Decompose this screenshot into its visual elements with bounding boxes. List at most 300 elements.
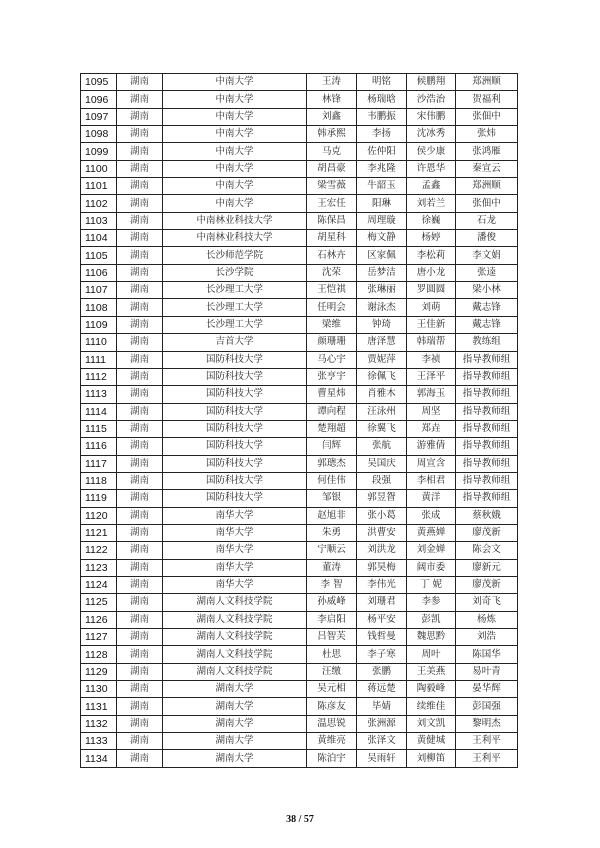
advisor-cell: 王利平	[456, 750, 518, 767]
advisor-cell: 梁小林	[456, 282, 518, 299]
row-number: 1121	[81, 524, 117, 541]
member-3-cell: 唐小龙	[407, 264, 456, 281]
member-1-cell: 沈荣	[307, 264, 357, 281]
member-3-cell: 阔市委	[407, 559, 456, 576]
member-3-cell: 李参	[407, 594, 456, 611]
row-number: 1119	[81, 490, 117, 507]
school-cell: 中南大学	[163, 108, 307, 125]
advisor-cell: 指导教师组	[456, 368, 518, 385]
member-3-cell: 张成	[407, 507, 456, 524]
row-number: 1133	[81, 733, 117, 750]
member-2-cell: 张琳丽	[357, 282, 407, 299]
member-1-cell: 陈彦友	[307, 698, 357, 715]
row-number: 1128	[81, 646, 117, 663]
member-3-cell: 罗圆圆	[407, 282, 456, 299]
member-1-cell: 马克	[307, 143, 357, 160]
member-3-cell: 郑垚	[407, 420, 456, 437]
member-1-cell: 曹星炜	[307, 386, 357, 403]
table-row	[81, 472, 518, 489]
advisor-cell: 指导教师组	[456, 351, 518, 368]
province-cell: 湖南	[117, 74, 163, 91]
member-3-cell: 刘文凯	[407, 715, 456, 732]
advisor-cell: 指导教师组	[456, 472, 518, 489]
table-row	[81, 108, 518, 125]
advisor-cell: 晏华辉	[456, 681, 518, 698]
row-number: 1096	[81, 91, 117, 108]
table-row	[81, 542, 518, 559]
member-2-cell: 蒋远楚	[357, 681, 407, 698]
member-3-cell: 黄燕婵	[407, 524, 456, 541]
member-1-cell: 谭向程	[307, 403, 357, 420]
member-3-cell: 宋伟鹏	[407, 108, 456, 125]
advisor-cell: 指导教师组	[456, 490, 518, 507]
province-cell: 湖南	[117, 611, 163, 628]
member-2-cell: 郭昊梅	[357, 559, 407, 576]
member-2-cell: 杨平安	[357, 611, 407, 628]
member-2-cell: 周理璇	[357, 212, 407, 229]
table-row	[81, 715, 518, 732]
school-cell: 湖南人文科技学院	[163, 594, 307, 611]
advisor-cell: 指导教师组	[456, 455, 518, 472]
school-cell: 中南大学	[163, 178, 307, 195]
school-cell: 湖南大学	[163, 750, 307, 767]
row-number: 1122	[81, 542, 117, 559]
member-1-cell: 王恺祺	[307, 282, 357, 299]
member-1-cell: 赵旭非	[307, 507, 357, 524]
member-1-cell: 颜珊珊	[307, 334, 357, 351]
member-3-cell: 李松莉	[407, 247, 456, 264]
advisor-cell: 戴志锋	[456, 299, 518, 316]
school-cell: 中南林业科技大学	[163, 212, 307, 229]
row-number: 1107	[81, 282, 117, 299]
school-cell: 中南大学	[163, 143, 307, 160]
row-number: 1126	[81, 611, 117, 628]
member-2-cell: 岳梦洁	[357, 264, 407, 281]
page-number: 38 / 57	[286, 814, 314, 825]
province-cell: 湖南	[117, 507, 163, 524]
member-2-cell: 唐泽慧	[357, 334, 407, 351]
table-row	[81, 629, 518, 646]
table-row	[81, 316, 518, 333]
results-table	[80, 73, 518, 768]
member-2-cell: 徐翼飞	[357, 420, 407, 437]
province-cell: 湖南	[117, 403, 163, 420]
member-1-cell: 王涛	[307, 74, 357, 91]
member-3-cell: 杨婷	[407, 230, 456, 247]
member-2-cell: 明铭	[357, 74, 407, 91]
advisor-cell: 刘奇飞	[456, 594, 518, 611]
school-cell: 长沙理工大学	[163, 282, 307, 299]
table-row	[81, 455, 518, 472]
school-cell: 国防科技大学	[163, 420, 307, 437]
province-cell: 湖南	[117, 230, 163, 247]
school-cell: 国防科技大学	[163, 403, 307, 420]
table-row	[81, 733, 518, 750]
member-1-cell: 朱勇	[307, 524, 357, 541]
member-2-cell: 李扬	[357, 126, 407, 143]
province-cell: 湖南	[117, 420, 163, 437]
member-2-cell: 钱哲曼	[357, 629, 407, 646]
results-table-body	[81, 74, 518, 768]
table-row	[81, 559, 518, 576]
table-row	[81, 507, 518, 524]
school-cell: 国防科技大学	[163, 472, 307, 489]
advisor-cell: 张鸿雁	[456, 143, 518, 160]
school-cell: 长沙师范学院	[163, 247, 307, 264]
row-number: 1131	[81, 698, 117, 715]
member-1-cell: 陈保昌	[307, 212, 357, 229]
row-number: 1097	[81, 108, 117, 125]
member-2-cell: 刘珊君	[357, 594, 407, 611]
row-number: 1112	[81, 368, 117, 385]
member-2-cell: 毕婧	[357, 698, 407, 715]
member-1-cell: 李启阳	[307, 611, 357, 628]
province-cell: 湖南	[117, 646, 163, 663]
advisor-cell: 黎明杰	[456, 715, 518, 732]
table-row	[81, 368, 518, 385]
advisor-cell: 刘浩	[456, 629, 518, 646]
school-cell: 中南大学	[163, 74, 307, 91]
row-number: 1118	[81, 472, 117, 489]
province-cell: 湖南	[117, 629, 163, 646]
table-row	[81, 698, 518, 715]
row-number: 1113	[81, 386, 117, 403]
advisor-cell: 张佃中	[456, 195, 518, 212]
province-cell: 湖南	[117, 663, 163, 680]
member-3-cell: 丁 妮	[407, 576, 456, 593]
row-number: 1099	[81, 143, 117, 160]
row-number: 1120	[81, 507, 117, 524]
advisor-cell: 指导教师组	[456, 386, 518, 403]
member-1-cell: 董涛	[307, 559, 357, 576]
member-3-cell: 许恩华	[407, 160, 456, 177]
table-row	[81, 247, 518, 264]
table-row	[81, 386, 518, 403]
table-row	[81, 160, 518, 177]
advisor-cell: 郑洲顺	[456, 74, 518, 91]
member-2-cell: 吴国庆	[357, 455, 407, 472]
member-1-cell: 任明会	[307, 299, 357, 316]
row-number: 1129	[81, 663, 117, 680]
member-3-cell: 沙浩治	[407, 91, 456, 108]
advisor-cell: 廖新元	[456, 559, 518, 576]
member-2-cell: 杨瑞晗	[357, 91, 407, 108]
member-1-cell: 闫辉	[307, 438, 357, 455]
member-1-cell: 胡昌豪	[307, 160, 357, 177]
province-cell: 湖南	[117, 195, 163, 212]
province-cell: 湖南	[117, 681, 163, 698]
province-cell: 湖南	[117, 750, 163, 767]
table-row	[81, 126, 518, 143]
province-cell: 湖南	[117, 126, 163, 143]
table-row	[81, 230, 518, 247]
table-row	[81, 663, 518, 680]
advisor-cell: 石龙	[456, 212, 518, 229]
province-cell: 湖南	[117, 698, 163, 715]
advisor-cell: 李文娟	[456, 247, 518, 264]
row-number: 1106	[81, 264, 117, 281]
table-row	[81, 74, 518, 91]
member-3-cell: 刘萌	[407, 299, 456, 316]
school-cell: 中南大学	[163, 91, 307, 108]
school-cell: 长沙理工大学	[163, 299, 307, 316]
member-1-cell: 梁维	[307, 316, 357, 333]
member-3-cell: 刘金婵	[407, 542, 456, 559]
province-cell: 湖南	[117, 91, 163, 108]
member-1-cell: 宁顺云	[307, 542, 357, 559]
member-1-cell: 楚翔超	[307, 420, 357, 437]
school-cell: 湖南大学	[163, 715, 307, 732]
member-2-cell: 张航	[357, 438, 407, 455]
province-cell: 湖南	[117, 715, 163, 732]
school-cell: 湖南大学	[163, 733, 307, 750]
table-row	[81, 212, 518, 229]
table-row	[81, 611, 518, 628]
member-2-cell: 区家佩	[357, 247, 407, 264]
member-2-cell: 吴雨轩	[357, 750, 407, 767]
member-1-cell: 汪缴	[307, 663, 357, 680]
row-number: 1108	[81, 299, 117, 316]
member-3-cell: 侯少康	[407, 143, 456, 160]
member-1-cell: 王宏任	[307, 195, 357, 212]
table-row	[81, 646, 518, 663]
advisor-cell: 张逵	[456, 264, 518, 281]
school-cell: 湖南人文科技学院	[163, 646, 307, 663]
member-3-cell: 徐巍	[407, 212, 456, 229]
school-cell: 南华大学	[163, 524, 307, 541]
province-cell: 湖南	[117, 351, 163, 368]
advisor-cell: 郑洲顺	[456, 178, 518, 195]
member-2-cell: 李子寒	[357, 646, 407, 663]
row-number: 1095	[81, 74, 117, 91]
advisor-cell: 秦宣云	[456, 160, 518, 177]
school-cell: 中南大学	[163, 195, 307, 212]
advisor-cell: 易叶青	[456, 663, 518, 680]
row-number: 1098	[81, 126, 117, 143]
member-2-cell: 韦鹏振	[357, 108, 407, 125]
table-row	[81, 178, 518, 195]
advisor-cell: 杨炼	[456, 611, 518, 628]
member-3-cell: 游雅倩	[407, 438, 456, 455]
school-cell: 南华大学	[163, 542, 307, 559]
province-cell: 湖南	[117, 143, 163, 160]
province-cell: 湖南	[117, 264, 163, 281]
row-number: 1102	[81, 195, 117, 212]
member-3-cell: 黄健城	[407, 733, 456, 750]
province-cell: 湖南	[117, 247, 163, 264]
school-cell: 湖南人文科技学院	[163, 663, 307, 680]
member-1-cell: 林锋	[307, 91, 357, 108]
member-2-cell: 贾妮萍	[357, 351, 407, 368]
province-cell: 湖南	[117, 576, 163, 593]
member-3-cell: 郭海玉	[407, 386, 456, 403]
row-number: 1130	[81, 681, 117, 698]
province-cell: 湖南	[117, 299, 163, 316]
table-row	[81, 264, 518, 281]
advisor-cell: 教练组	[456, 334, 518, 351]
member-3-cell: 周宣含	[407, 455, 456, 472]
advisor-cell: 彭国强	[456, 698, 518, 715]
row-number: 1105	[81, 247, 117, 264]
advisor-cell: 陈会文	[456, 542, 518, 559]
table-row	[81, 282, 518, 299]
member-1-cell: 陈泊宇	[307, 750, 357, 767]
member-1-cell: 杜思	[307, 646, 357, 663]
school-cell: 南华大学	[163, 576, 307, 593]
member-2-cell: 李兆隆	[357, 160, 407, 177]
school-cell: 湖南大学	[163, 698, 307, 715]
member-3-cell: 孟鑫	[407, 178, 456, 195]
row-number: 1100	[81, 160, 117, 177]
member-3-cell: 李相君	[407, 472, 456, 489]
table-row	[81, 681, 518, 698]
province-cell: 湖南	[117, 524, 163, 541]
member-3-cell: 周坚	[407, 403, 456, 420]
member-2-cell: 洪曹安	[357, 524, 407, 541]
row-number: 1123	[81, 559, 117, 576]
member-1-cell: 李 智	[307, 576, 357, 593]
school-cell: 长沙学院	[163, 264, 307, 281]
school-cell: 中南大学	[163, 160, 307, 177]
member-1-cell: 郭璁杰	[307, 455, 357, 472]
member-3-cell: 王佳新	[407, 316, 456, 333]
member-2-cell: 阳琳	[357, 195, 407, 212]
advisor-cell: 王利平	[456, 733, 518, 750]
member-3-cell: 沈冰秀	[407, 126, 456, 143]
row-number: 1117	[81, 455, 117, 472]
member-3-cell: 李祯	[407, 351, 456, 368]
member-3-cell: 候鹏翔	[407, 74, 456, 91]
school-cell: 国防科技大学	[163, 351, 307, 368]
member-3-cell: 刘柳笛	[407, 750, 456, 767]
school-cell: 湖南人文科技学院	[163, 629, 307, 646]
table-row	[81, 91, 518, 108]
member-1-cell: 吴元相	[307, 681, 357, 698]
school-cell: 南华大学	[163, 559, 307, 576]
advisor-cell: 廖茂新	[456, 576, 518, 593]
school-cell: 南华大学	[163, 507, 307, 524]
row-number: 1101	[81, 178, 117, 195]
member-1-cell: 张亨宇	[307, 368, 357, 385]
row-number: 1103	[81, 212, 117, 229]
member-3-cell: 王美燕	[407, 663, 456, 680]
province-cell: 湖南	[117, 594, 163, 611]
table-row	[81, 143, 518, 160]
row-number: 1127	[81, 629, 117, 646]
member-3-cell: 续维佳	[407, 698, 456, 715]
table-row	[81, 524, 518, 541]
member-1-cell: 胡星科	[307, 230, 357, 247]
member-3-cell: 魏思黔	[407, 629, 456, 646]
row-number: 1104	[81, 230, 117, 247]
member-1-cell: 何佳伟	[307, 472, 357, 489]
province-cell: 湖南	[117, 733, 163, 750]
school-cell: 中南大学	[163, 126, 307, 143]
province-cell: 湖南	[117, 212, 163, 229]
member-1-cell: 温思锐	[307, 715, 357, 732]
row-number: 1134	[81, 750, 117, 767]
advisor-cell: 蔡秋娥	[456, 507, 518, 524]
row-number: 1110	[81, 334, 117, 351]
row-number: 1116	[81, 438, 117, 455]
province-cell: 湖南	[117, 542, 163, 559]
member-3-cell: 彭凯	[407, 611, 456, 628]
province-cell: 湖南	[117, 438, 163, 455]
province-cell: 湖南	[117, 108, 163, 125]
member-2-cell: 张洲源	[357, 715, 407, 732]
province-cell: 湖南	[117, 386, 163, 403]
province-cell: 湖南	[117, 455, 163, 472]
member-3-cell: 刘若兰	[407, 195, 456, 212]
member-1-cell: 韩承熙	[307, 126, 357, 143]
province-cell: 湖南	[117, 334, 163, 351]
table-row	[81, 490, 518, 507]
province-cell: 湖南	[117, 178, 163, 195]
row-number: 1115	[81, 420, 117, 437]
advisor-cell: 张佃中	[456, 108, 518, 125]
row-number: 1114	[81, 403, 117, 420]
member-2-cell: 郭昱眢	[357, 490, 407, 507]
member-1-cell: 吕智芙	[307, 629, 357, 646]
member-2-cell: 佐仲阳	[357, 143, 407, 160]
advisor-cell: 陈国华	[456, 646, 518, 663]
school-cell: 吉首大学	[163, 334, 307, 351]
table-row	[81, 750, 518, 767]
member-2-cell: 肖雅木	[357, 386, 407, 403]
school-cell: 国防科技大学	[163, 455, 307, 472]
province-cell: 湖南	[117, 160, 163, 177]
row-number: 1125	[81, 594, 117, 611]
school-cell: 中南林业科技大学	[163, 230, 307, 247]
school-cell: 国防科技大学	[163, 490, 307, 507]
member-1-cell: 梁雪薇	[307, 178, 357, 195]
school-cell: 国防科技大学	[163, 386, 307, 403]
member-2-cell: 李伟光	[357, 576, 407, 593]
member-3-cell: 王泽平	[407, 368, 456, 385]
advisor-cell: 廖茂新	[456, 524, 518, 541]
table-row	[81, 594, 518, 611]
advisor-cell: 指导教师组	[456, 438, 518, 455]
member-2-cell: 刘洪龙	[357, 542, 407, 559]
member-2-cell: 钟琦	[357, 316, 407, 333]
member-3-cell: 韩瑞帮	[407, 334, 456, 351]
member-1-cell: 石林卉	[307, 247, 357, 264]
school-cell: 长沙理工大学	[163, 316, 307, 333]
member-2-cell: 张鹏	[357, 663, 407, 680]
member-2-cell: 牛韶玉	[357, 178, 407, 195]
province-cell: 湖南	[117, 490, 163, 507]
row-number: 1132	[81, 715, 117, 732]
advisor-cell: 指导教师组	[456, 420, 518, 437]
member-3-cell: 周叶	[407, 646, 456, 663]
school-cell: 国防科技大学	[163, 438, 307, 455]
province-cell: 湖南	[117, 472, 163, 489]
province-cell: 湖南	[117, 282, 163, 299]
table-row	[81, 334, 518, 351]
member-2-cell: 梅文静	[357, 230, 407, 247]
member-2-cell: 徐佩飞	[357, 368, 407, 385]
school-cell: 湖南大学	[163, 681, 307, 698]
member-1-cell: 邹银	[307, 490, 357, 507]
table-row	[81, 299, 518, 316]
advisor-cell: 戴志锋	[456, 316, 518, 333]
member-1-cell: 黄维亮	[307, 733, 357, 750]
advisor-cell: 潘俊	[456, 230, 518, 247]
table-row	[81, 438, 518, 455]
school-cell: 湖南人文科技学院	[163, 611, 307, 628]
member-2-cell: 谢泳杰	[357, 299, 407, 316]
row-number: 1124	[81, 576, 117, 593]
